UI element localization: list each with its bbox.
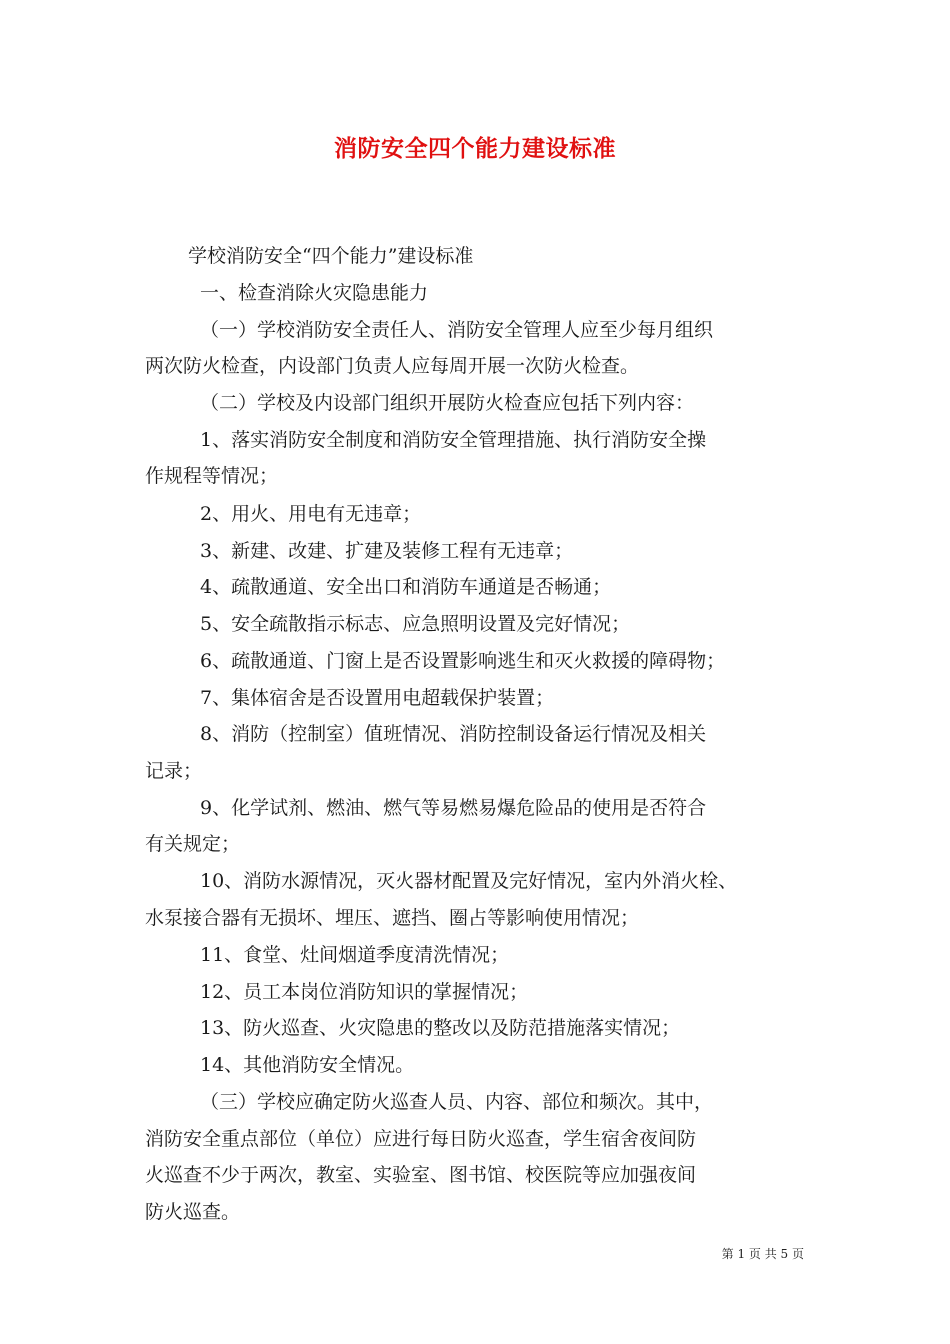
section-heading: 一、检查消除火灾隐患能力 xyxy=(200,282,429,304)
list-item-line: 有关规定； xyxy=(145,833,241,855)
list-item-line: 6、疏散通道、门窗上是否设置影响逃生和灭火救援的障碍物； xyxy=(200,650,726,672)
list-item-line: 5、安全疏散指示标志、应急照明设置及完好情况； xyxy=(200,613,631,635)
list-item-line: 8、消防（控制室）值班情况、消防控制设备运行情况及相关 xyxy=(200,723,707,745)
list-item-line: 4、疏散通道、安全出口和消防车通道是否畅通； xyxy=(200,576,612,598)
document-title: 消防安全四个能力建设标准 xyxy=(334,135,616,162)
subtitle-line: 学校消防安全“四个能力”建设标准 xyxy=(188,245,474,267)
list-item-line: 10、消防水源情况，灭火器材配置及完好情况，室内外消火栓、 xyxy=(200,870,738,892)
page-number-footer: 第 1 页 共 5 页 xyxy=(721,1247,804,1261)
list-item-line: 2、用火、用电有无违章； xyxy=(200,503,422,525)
list-item-line: 9、化学试剂、燃油、燃气等易燃易爆危险品的使用是否符合 xyxy=(200,797,707,819)
list-item-line: 7、集体宿舍是否设置用电超载保护装置； xyxy=(200,687,555,709)
list-item-line: 13、防火巡查、火灾隐患的整改以及防范措施落实情况； xyxy=(200,1017,681,1039)
list-item-line: 作规程等情况； xyxy=(145,465,279,487)
list-item-line: 11、食堂、灶间烟道季度清洗情况； xyxy=(200,944,510,966)
paragraph-line: （二）学校及内设部门组织开展防火检查应包括下列内容： xyxy=(200,392,695,414)
paragraph-line: 两次防火检查，内设部门负责人应每周开展一次防火检查。 xyxy=(145,355,640,377)
paragraph-line: 防火巡查。 xyxy=(145,1201,241,1223)
list-item-line: 记录； xyxy=(145,760,203,782)
list-item-line: 14、其他消防安全情况。 xyxy=(200,1054,415,1076)
paragraph-line: 火巡查不少于两次，教室、实验室、图书馆、校医院等应加强夜间 xyxy=(145,1164,697,1186)
list-item-line: 1、落实消防安全制度和消防安全管理措施、执行消防安全操 xyxy=(200,429,707,451)
paragraph-line: （一）学校消防安全责任人、消防安全管理人应至少每月组织 xyxy=(200,319,714,341)
paragraph-line: （三）学校应确定防火巡查人员、内容、部位和频次。其中， xyxy=(200,1091,714,1113)
paragraph-line: 消防安全重点部位（单位）应进行每日防火巡查，学生宿舍夜间防 xyxy=(145,1128,697,1150)
list-item-line: 12、员工本岗位消防知识的掌握情况； xyxy=(200,981,529,1003)
list-item-line: 水泵接合器有无损坏、埋压、遮挡、圈占等影响使用情况； xyxy=(145,907,640,929)
list-item-line: 3、新建、改建、扩建及装修工程有无违章； xyxy=(200,540,574,562)
